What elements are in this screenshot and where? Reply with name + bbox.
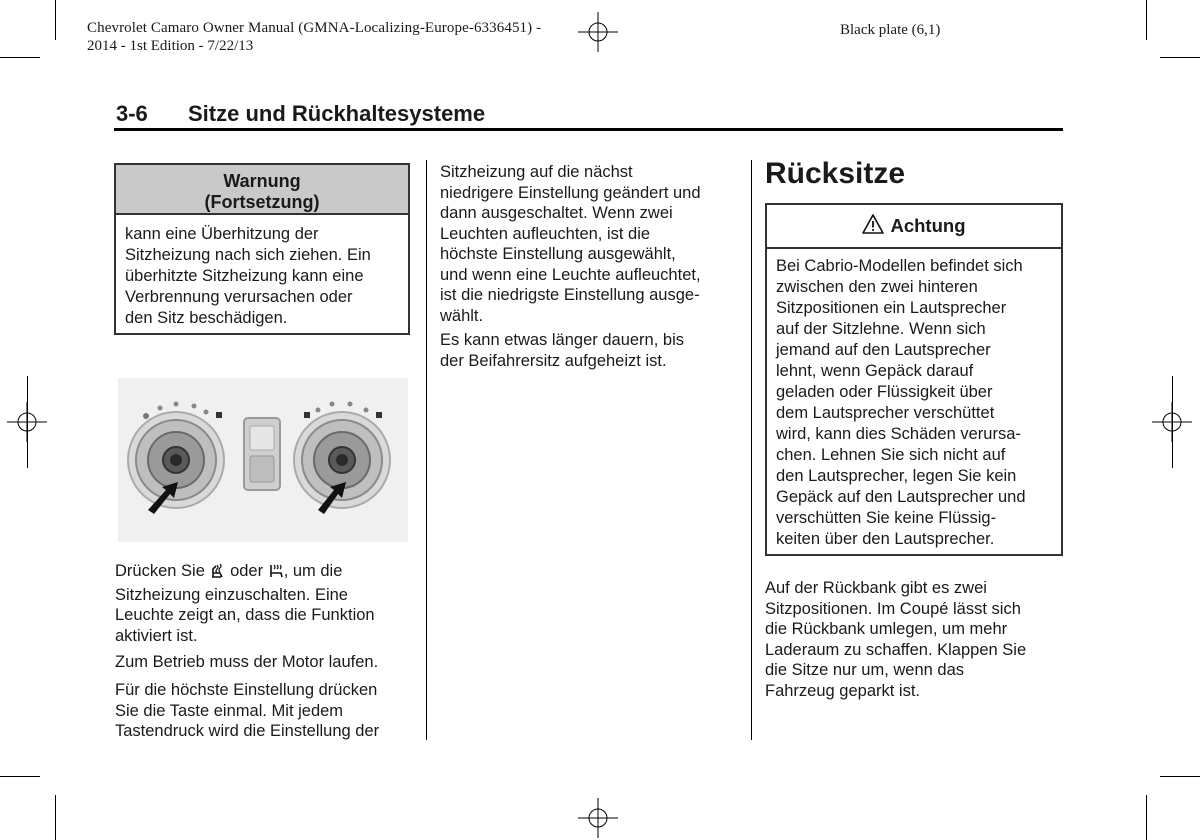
print-header-date: 2014 - 1st Edition - 7/22/13	[87, 38, 254, 54]
warning-subtitle: (Fortsetzung)	[204, 192, 320, 212]
text-line: ist die niedrigste Einstellung ausge-	[440, 286, 700, 304]
text-line: Laderaum zu schaffen. Klappen Sie	[765, 640, 1027, 659]
seat-heating-controls-illustration	[118, 378, 408, 542]
warning-box-body	[116, 215, 408, 329]
text-line: Es kann etwas länger dauern, bis	[440, 331, 684, 349]
caution-title: Achtung	[890, 215, 966, 236]
text-fragment: , um die	[283, 562, 343, 580]
text-line: der Beifahrersitz aufgeheizt ist.	[440, 351, 667, 370]
text-line: chen. Lehnen Sie sich nicht auf	[776, 446, 1006, 464]
text-line: den Lautsprecher, legen Sie kein	[776, 467, 1017, 485]
heated-seat-cushion-icon	[268, 563, 284, 585]
warning-box	[114, 163, 410, 335]
text-line: geladen oder Flüssigkeit über	[776, 383, 993, 401]
text-line: zwischen den zwei hinteren	[776, 278, 978, 296]
registration-mark-top	[578, 12, 618, 52]
section-number: 3-6	[116, 101, 148, 126]
text-line: Sitzheizung einzuschalten. Eine	[115, 585, 348, 604]
text-line: Sitzpositionen ein Lautsprecher	[776, 299, 1007, 317]
text-line: überhitzte Sitzheizung kann eine	[125, 267, 364, 285]
text-line: jemand auf den Lautsprecher	[776, 341, 991, 359]
text-fragment: oder	[230, 562, 264, 580]
heated-seat-backrest-icon	[209, 563, 225, 585]
crop-mark	[55, 795, 56, 840]
paragraph-press-buttons	[115, 561, 415, 646]
registration-mark-bottom	[578, 798, 618, 838]
heading-rear-seats: Rücksitze	[765, 157, 906, 190]
paragraph-passenger-seat	[440, 330, 740, 371]
text-line: Leuchten aufleuchten, ist die	[440, 224, 651, 243]
warning-triangle-icon	[862, 214, 884, 239]
crop-mark	[1160, 776, 1200, 777]
text-line: und wenn eine Leuchte aufleuchtet,	[440, 265, 701, 284]
text-line: Sie die Taste einmal. Mit jedem	[115, 701, 344, 720]
text-line: Auf der Rückbank gibt es zwei	[765, 579, 987, 597]
text-line: keiten über den Lautsprecher.	[776, 530, 995, 548]
text-line: niedrigere Einstellung geändert und	[440, 183, 701, 202]
column-divider	[751, 160, 752, 740]
crop-mark	[27, 376, 28, 468]
text-line: Leuchte zeigt an, dass die Funktion	[115, 606, 375, 624]
crop-mark	[1146, 0, 1147, 40]
paragraph-rear-bench	[765, 578, 1065, 701]
text-line: wählt.	[440, 306, 484, 325]
caution-box	[765, 203, 1063, 556]
text-line: Sitzheizung nach sich ziehen. Ein	[125, 246, 371, 264]
warning-box-title	[116, 165, 408, 215]
seat-heating-controls-image	[118, 378, 408, 542]
text-fragment: Drücken Sie	[115, 562, 205, 580]
section-rule	[114, 128, 1063, 131]
text-line: kann eine Überhitzung der	[125, 225, 319, 243]
text-line: dann ausgeschaltet. Wenn zwei	[440, 204, 673, 222]
text-line: wird, kann dies Schäden verursa-	[776, 425, 1021, 443]
text-line: auf der Sitzlehne. Wenn sich	[776, 320, 986, 338]
text-line: die Rückbank umlegen, um mehr	[765, 620, 1008, 638]
plate-label: Black plate (6,1)	[840, 22, 941, 38]
text-line: Sitzpositionen. Im Coupé lässt sich	[765, 599, 1021, 618]
column-divider	[426, 160, 427, 740]
crop-mark	[1172, 376, 1173, 468]
text-line: den Sitz beschädigen.	[125, 309, 288, 327]
paragraph-engine-running: Zum Betrieb muss der Motor laufen.	[115, 653, 379, 671]
text-line	[115, 561, 415, 585]
text-line: Gepäck auf den Lautsprecher und	[776, 488, 1026, 506]
text-line: höchste Einstellung ausgewählt,	[440, 245, 676, 263]
text-line: Tastendruck wird die Einstellung der	[115, 722, 380, 740]
text-line: aktiviert ist.	[115, 626, 198, 645]
section-title: Sitze und Rückhaltesysteme	[188, 101, 486, 126]
text-line: Für die höchste Einstellung drücken	[115, 681, 378, 699]
text-line: Bei Cabrio-Modellen befindet sich	[776, 257, 1023, 275]
paragraph-highest-setting	[115, 680, 415, 742]
text-line: Verbrennung verursachen oder	[125, 288, 353, 306]
warning-title: Warnung	[223, 171, 301, 191]
print-header-line: Chevrolet Camaro Owner Manual (GMNA-Localizing-Europe-6336451) -	[87, 20, 542, 36]
paragraph-lower-setting	[440, 162, 740, 326]
text-line: Fahrzeug geparkt ist.	[765, 681, 920, 700]
crop-mark	[55, 0, 56, 40]
crop-mark	[1160, 57, 1200, 58]
text-line: lehnt, wenn Gepäck darauf	[776, 362, 974, 380]
crop-mark	[1146, 795, 1147, 840]
text-line: verschütten Sie keine Flüssig-	[776, 509, 997, 527]
caution-box-body	[767, 249, 1061, 550]
text-line: Sitzheizung auf die nächst	[440, 163, 633, 181]
text-line: dem Lautsprecher verschüttet	[776, 404, 995, 422]
crop-mark	[0, 776, 40, 777]
crop-mark	[0, 57, 40, 58]
caution-box-title	[767, 205, 1061, 249]
text-line: die Sitze nur um, wenn das	[765, 661, 965, 679]
